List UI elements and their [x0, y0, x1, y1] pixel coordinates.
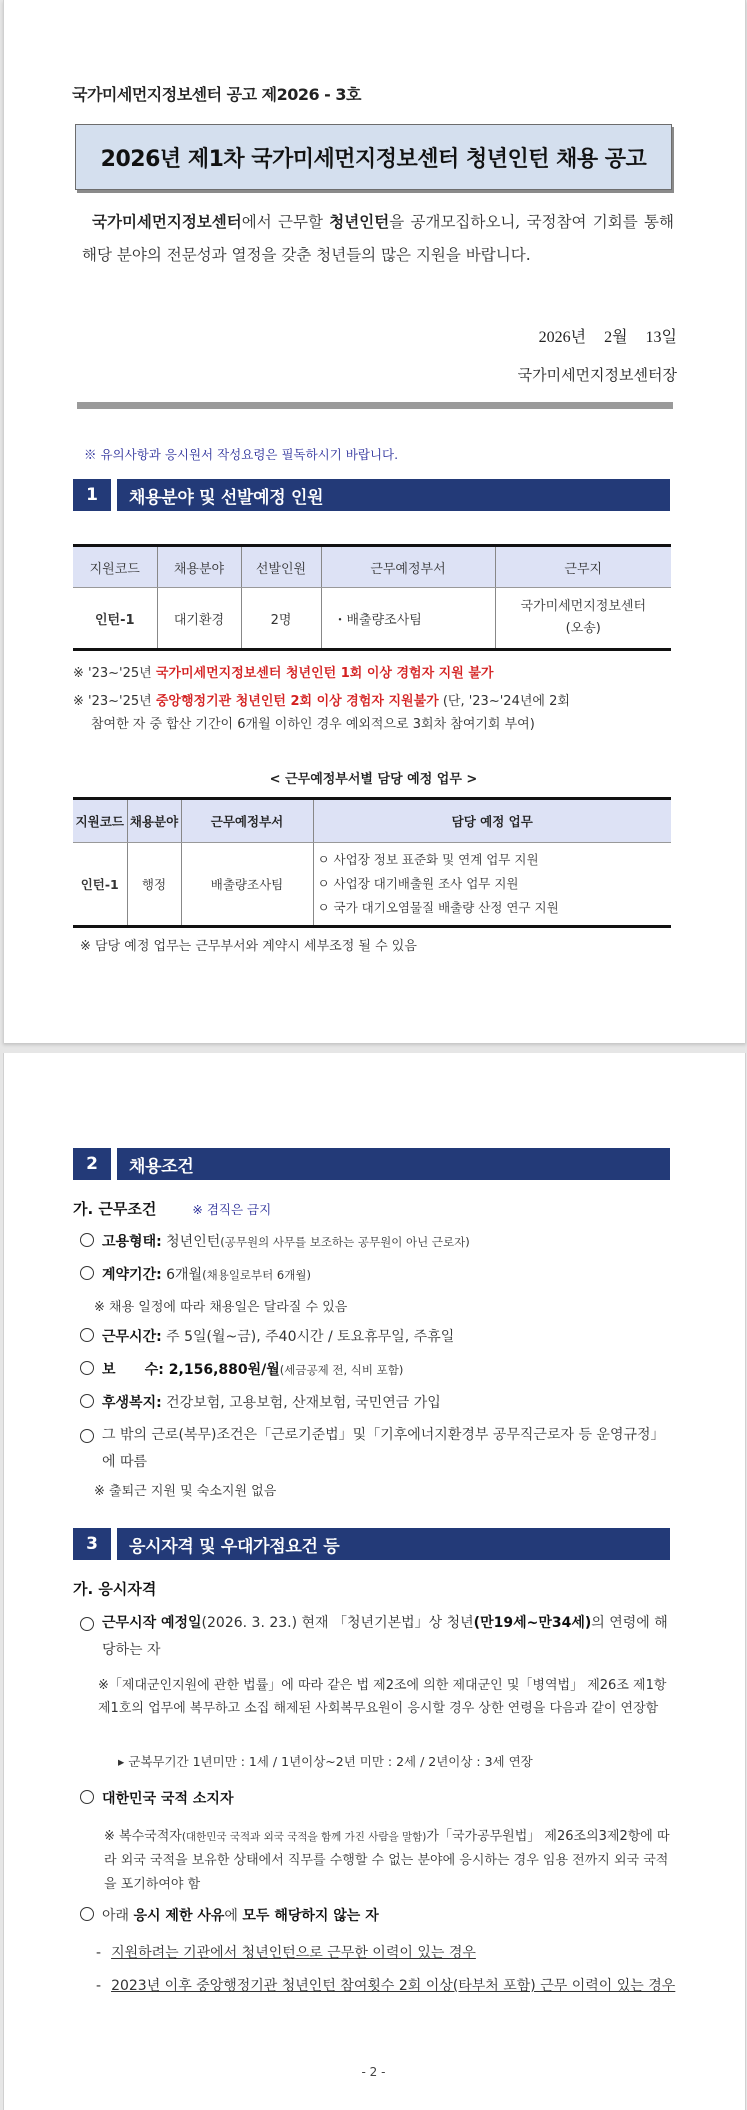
section-1-header — [73, 479, 670, 511]
dash-bullet-icon: - — [96, 1978, 102, 1994]
military-note: ※「제대군인지원에 관한 법률」에 따라 같은 법 제2조에 의한 제대군인 및「병역법」 제26조 제1항 제1호의 업무에 복무하고 소집 해제된 사회복무요원이 응시할 경우 상한 연령을 다음과 같이 연장함 — [98, 1678, 667, 1716]
age-text-1: (2026. 3. 23.) 현재 「청년기본법」상 청년 — [201, 1615, 474, 1631]
circle-bullet-icon — [80, 1790, 94, 1804]
commute-note: ※ 출퇴근 지원 및 숙소지원 없음 — [94, 1484, 277, 1499]
col-header: 채용분야 — [127, 799, 181, 843]
circle-bullet-icon — [80, 1233, 94, 1247]
col-header: 근무예정부서 — [321, 546, 495, 588]
condition-label: 계약기간: — [102, 1267, 162, 1283]
sub-title: 가. 근무조건 — [73, 1200, 157, 1218]
cell-field: 대기환경 — [157, 588, 241, 650]
circle-bullet-icon — [80, 1617, 94, 1631]
age-bold-1: 근무시작 예정일 — [102, 1615, 202, 1631]
duties-caption: < 근무예정부서별 담당 예정 업무 > — [269, 772, 478, 787]
circle-bullet-icon — [80, 1361, 94, 1375]
circle-bullet-icon — [80, 1394, 94, 1408]
age-text-2: 의 연령에 해당하는 자 — [102, 1615, 668, 1658]
cell-code: 인턴-1 — [73, 843, 127, 927]
duty-item: ㅇ 국가 대기오염물질 배출량 산정 연구 지원 — [317, 900, 559, 915]
condition-value: 주 5일(월~금), 주40시간 / 토요휴무일, 주휴일 — [161, 1329, 455, 1345]
note-prefix: ※ '23~'25년 — [73, 694, 156, 709]
schedule-note: ※ 채용 일정에 따라 채용일은 달라질 수 있음 — [94, 1300, 348, 1315]
positions-table — [73, 544, 671, 651]
restriction-requirement — [80, 1903, 379, 1930]
duty-item: ㅇ 사업장 대기배출원 조사 업무 지원 — [317, 876, 519, 891]
notice-number: 국가미세먼지정보센터 공고 제2026 - 3호 — [72, 85, 361, 104]
condition-detail: (공무원의 사무를 보조하는 공무원이 아닌 근로자) — [220, 1235, 470, 1249]
condition-item — [80, 1229, 470, 1256]
cell-field: 행정 — [127, 843, 181, 927]
condition-value: 2,156,880원/월 — [163, 1362, 280, 1378]
col-header: 근무지 — [495, 546, 671, 588]
restriction-text-1: 아래 — [102, 1908, 134, 1924]
condition-item — [80, 1357, 403, 1384]
condition-label: 근무시간: — [102, 1329, 162, 1345]
col-header: 담당 예정 업무 — [313, 799, 671, 843]
read-notice: ※ 유의사항과 응시원서 작성요령은 필독하시기 바랍니다. — [84, 447, 399, 462]
duty-item: ㅇ 사업장 정보 표준화 및 연계 업무 지원 — [317, 852, 539, 867]
note-line-2: 참여한 자 중 합산 기간이 6개월 이하인 경우 예외적으로 3회차 참여기회 부여) — [91, 717, 535, 732]
condition-value: 6개월 — [161, 1267, 203, 1283]
age-text — [102, 1610, 676, 1664]
circle-bullet-icon — [80, 1266, 94, 1280]
section-number: 1 — [73, 479, 111, 511]
page-number: - 2 - — [361, 2065, 386, 2079]
intro-text-1: 에서 근무할 — [241, 213, 330, 231]
restriction-text: 2023년 이후 중앙행정기관 청년인턴 참여횟수 2회 이상(타부처 포함) 근무 이력이 있는 경우 — [111, 1978, 676, 1994]
section-title: 응시자격 및 우대가점요건 등 — [117, 1528, 670, 1560]
note-prefix: ※ '23~'25년 — [73, 666, 156, 681]
work-conditions-heading — [73, 1198, 271, 1219]
condition-item — [80, 1324, 454, 1351]
intro-paragraph — [82, 206, 674, 272]
condition-label: 후생복지: — [102, 1395, 162, 1411]
cell-code: 인턴-1 — [73, 588, 157, 650]
circle-bullet-icon — [80, 1429, 94, 1443]
signer: 국가미세먼지정보센터장 — [517, 366, 677, 384]
age-requirement — [80, 1610, 676, 1664]
nationality-requirement — [80, 1786, 233, 1813]
note-suffix: (단, '23~'24년에 2회 — [438, 694, 570, 709]
intro-role: 청년인턴 — [329, 213, 390, 231]
note-2 — [73, 690, 673, 736]
announcement-date: 2026년 2월 13일 — [538, 329, 677, 346]
condition-detail: (채용일로부터 6개월) — [202, 1268, 311, 1282]
condition-value: 건강보험, 고용보험, 산재보험, 국민연금 가입 — [161, 1395, 441, 1411]
duties-table — [73, 797, 671, 928]
dual-rest: 가「국가공무원법」 제26조의3제2항에 따라 외국 국적을 보유한 상태에서 직무를 수행할 수 없는 분야에 응시하는 경우 임용 전까지 외국 국적을 포기하여야 함 — [104, 1829, 670, 1892]
section-title: 채용조건 — [117, 1148, 670, 1180]
note-red: 중앙행정기관 청년인턴 2회 이상 경험자 지원불가 — [155, 694, 439, 709]
cell-location — [495, 588, 671, 650]
table-row — [73, 588, 671, 650]
section-number: 3 — [73, 1528, 111, 1560]
location-name: 국가미세먼지정보센터 — [520, 599, 647, 614]
page-title — [75, 124, 672, 190]
section-title: 채용분야 및 선발예정 인원 — [117, 479, 670, 511]
intro-org: 국가미세먼지정보센터 — [92, 213, 242, 231]
separator — [77, 402, 673, 409]
dash-bullet-icon: - — [96, 1945, 102, 1961]
col-header: 지원코드 — [73, 799, 127, 843]
section-3-header — [73, 1528, 670, 1560]
military-detail: ▸ 군복무기간 1년미만 : 1세 / 1년이상~2년 미만 : 2세 / 2년이상 : 3세 연장 — [118, 1754, 533, 1769]
condition-item — [80, 1262, 311, 1289]
condition-detail: (세금공제 전, 식비 포함) — [279, 1363, 404, 1377]
restriction-item — [96, 1940, 476, 1967]
duties-note: ※ 담당 예정 업무는 근무부서와 계약시 세부조정 될 수 있음 — [80, 939, 417, 954]
age-bold-2: (만19세~만34세) — [473, 1615, 592, 1631]
condition-label: 고용형태: — [102, 1234, 162, 1250]
col-header: 지원코드 — [73, 546, 157, 588]
dual-detail: (대한민국 국적과 외국 국적을 함께 가진 사람을 말함) — [181, 1831, 427, 1843]
page-title-text: 2026년 제1차 국가미세먼지정보센터 청년인턴 채용 공고 — [100, 146, 647, 172]
circle-bullet-icon — [80, 1907, 94, 1921]
eligibility-heading: 가. 응시자격 — [73, 1580, 157, 1598]
dual-nationality-note — [104, 1825, 674, 1897]
section-2-header — [73, 1148, 670, 1180]
restriction-text-2: 에 — [224, 1908, 243, 1924]
restriction-item — [96, 1973, 676, 2000]
section-number: 2 — [73, 1148, 111, 1180]
restriction-bold-1: 응시 제한 사유 — [133, 1908, 225, 1924]
location-city: (오송) — [565, 621, 601, 636]
restriction-bold-2: 모두 해당하지 않는 자 — [242, 1908, 379, 1924]
cell-dept: ・배출량조사팀 — [321, 588, 495, 650]
cell-count: 2명 — [241, 588, 321, 650]
sub-note: ※ 겸직은 금지 — [192, 1202, 272, 1217]
col-header: 선발인원 — [241, 546, 321, 588]
circle-bullet-icon — [80, 1328, 94, 1342]
cell-duties — [313, 843, 671, 927]
dual-prefix: ※ 복수국적자 — [104, 1829, 182, 1844]
condition-value: 청년인턴 — [161, 1234, 221, 1250]
note-red: 국가미세먼지정보센터 청년인턴 1회 이상 경험자 지원 불가 — [155, 666, 494, 681]
col-header: 근무예정부서 — [181, 799, 313, 843]
other-conditions-text: 그 밖의 근로(복무)조건은「근로기준법」및「기후에너지환경부 공무직근로자 등 운영규정」에 따름 — [102, 1427, 665, 1470]
condition-label: 보 수: — [102, 1362, 164, 1378]
nationality-text: 대한민국 국적 소지자 — [102, 1791, 234, 1807]
restriction-text: 지원하려는 기관에서 청년인턴으로 근무한 이력이 있는 경우 — [111, 1945, 476, 1961]
condition-item — [80, 1390, 441, 1417]
other-conditions — [80, 1422, 676, 1476]
table-row — [73, 843, 671, 927]
cell-dept: 배출량조사팀 — [181, 843, 313, 927]
intro-text-2: 을 공개모집하오니, 국정참여 기회를 통해 해당 분야의 전문성과 열정을 갖춘 청년들의 많은 지원을 바랍니다. — [82, 213, 674, 264]
note-1 — [73, 662, 493, 681]
col-header: 채용분야 — [157, 546, 241, 588]
